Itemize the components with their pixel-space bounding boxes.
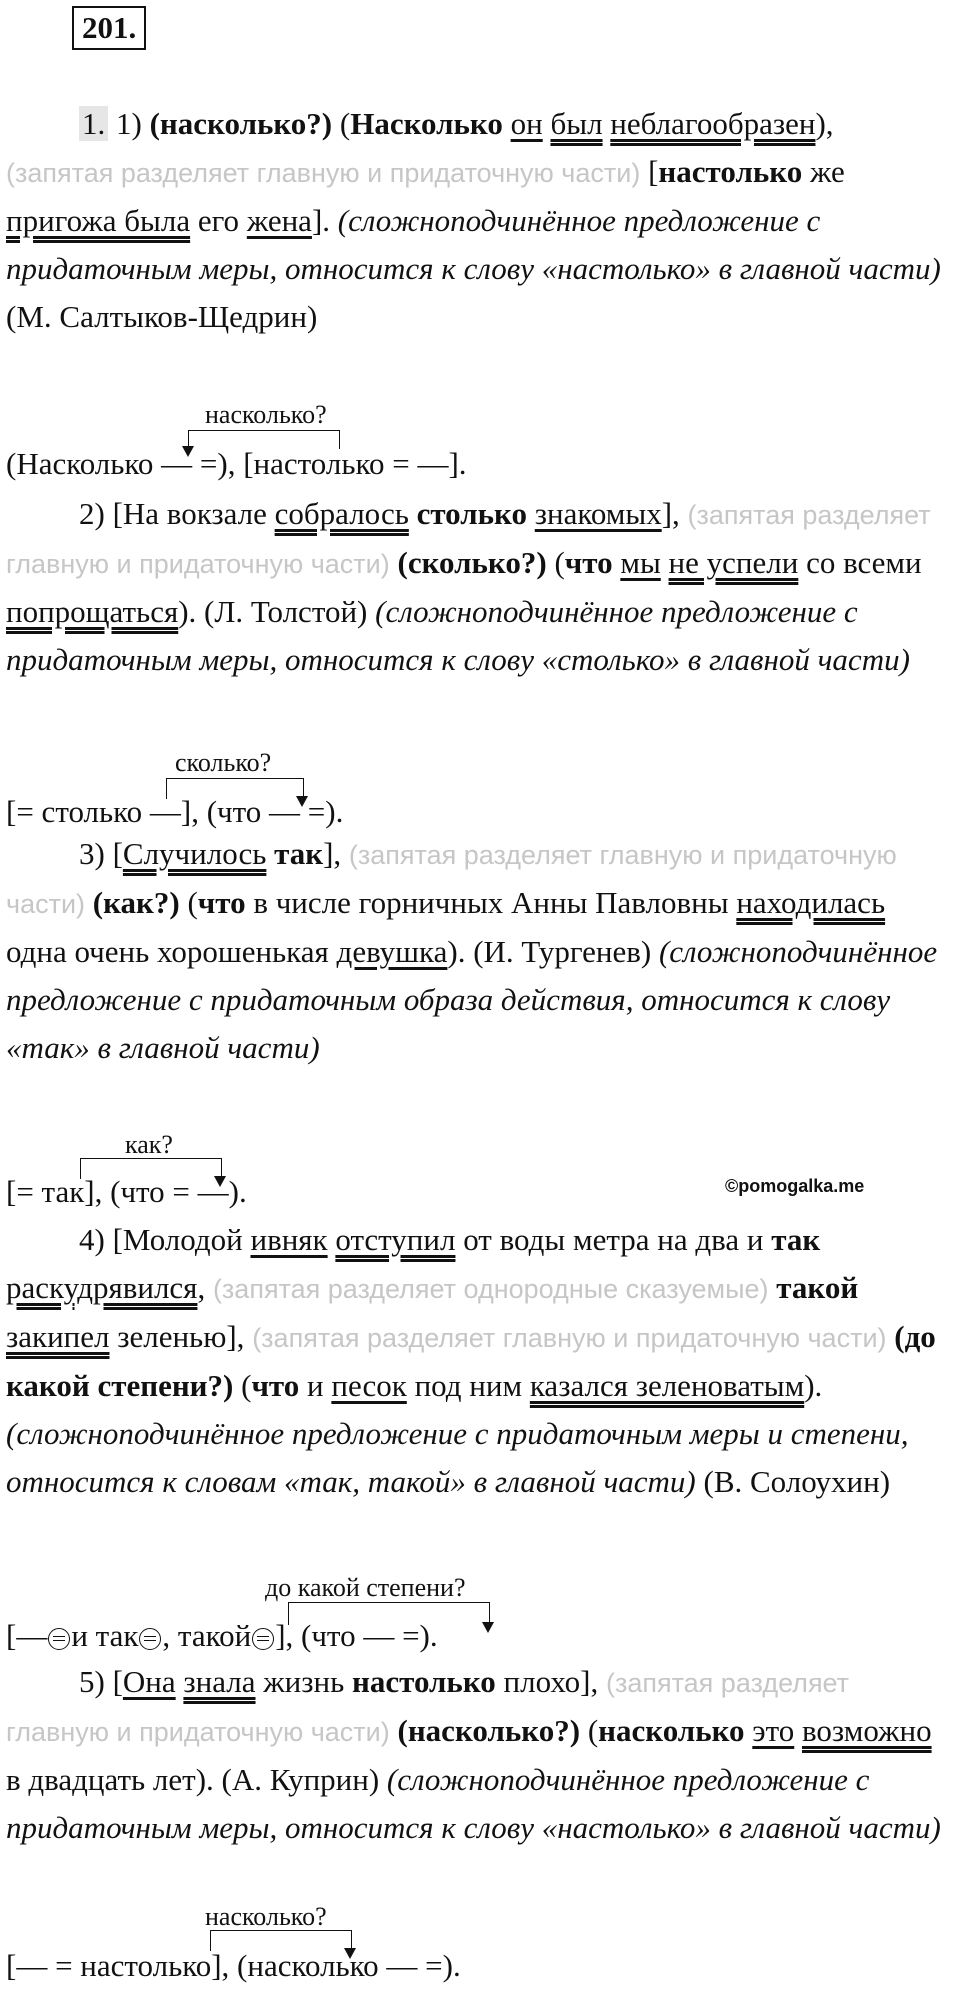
punctuation-note: (запятая разделяет главную и придаточную части) [252, 1323, 887, 1353]
predicate: отступил [335, 1222, 456, 1257]
predicate: казался зеленоватым [529, 1368, 805, 1403]
predicate: возможно [802, 1713, 932, 1748]
sentence-4: 4) [Молодой ивняк отступил от воды метра на два и так раскудрявился, (запятая разделяет однородные сказуемые) такой закипел зеленью], (запятая разделяет главную и придаточную части) (до какой степени?) (что и песок под ним казался зеленоватым). (сложноподчинённое предложение с придаточным меры и степени, относится к словам «так, такой» в главной части) (В. Солоухин) [6, 1222, 936, 1499]
homogeneous-predicate-icon [252, 1628, 274, 1650]
scheme-question: насколько? [205, 1902, 327, 1931]
predicate: закипел [6, 1319, 110, 1354]
author: (И. Тургенев) [473, 934, 652, 969]
predicate: не успели [668, 545, 799, 580]
predicate: был [550, 106, 603, 141]
scheme-question: как? [125, 1130, 173, 1159]
scheme-1: (Насколько — =), [настолько = —]. [6, 446, 467, 481]
question: (насколько?) [149, 106, 333, 141]
scheme-2: [= столько —], (что — =). [6, 794, 344, 829]
author: (А. Куприн) [221, 1762, 380, 1797]
punctuation-note: (запятая разделяет главную и придаточную части) [6, 500, 931, 579]
scheme-5: [— = настолько], (насколько — =). [6, 1948, 461, 1983]
punctuation-note: (запятая разделяет главную и придаточную части) [6, 1668, 850, 1747]
homogeneous-predicate-icon [48, 1628, 70, 1650]
comment: (сложноподчинённое предложение с придаточным образа действия, относится к слову «так» в главной части) [6, 934, 938, 1065]
subject: Она [122, 1664, 176, 1699]
subject: знакомых [534, 496, 662, 531]
sentence-1: 1. 1) (насколько?) (Насколько он был неблагообразен), (запятая разделяет главную и придаточную части) [настолько же пригожа была его жена]. (сложноподчинённое предложение с придаточным меры, относится к слову «настолько» в главной части) (М. Салтыков-Щедрин) [6, 106, 941, 334]
scheme-question: сколько? [175, 748, 272, 777]
predicate: попрощаться [6, 594, 179, 629]
comment: (сложноподчинённое предложение с придаточным меры и степени, относится к словам «так, такой» в главной части) [6, 1416, 909, 1499]
comment: (сложноподчинённое предложение с придаточным меры, относится к слову «настолько» в главной части) [6, 203, 941, 286]
predicate: собралось [274, 496, 409, 531]
punctuation-note: (запятая разделяет главную и придаточную части) [6, 840, 897, 919]
subject: это [752, 1713, 795, 1748]
sentence-5: 5) [Она знала жизнь настолько плохо], (запятая разделяет главную и придаточную части) (насколько?) (насколько это возможно в двадцать лет). (А. Куприн) (сложноподчинённое предложение с придаточным меры, относится к слову «настолько» в главной части) [6, 1664, 941, 1845]
question: (как?) [92, 885, 180, 920]
predicate: раскудрявился [6, 1270, 198, 1305]
predicate: пригожа была [6, 203, 191, 238]
scheme-3: [= так], (что = —). [6, 1174, 247, 1209]
punctuation-note: (запятая разделяет однородные сказуемые) [212, 1274, 769, 1304]
question: (насколько?) [397, 1713, 581, 1748]
watermark: ©pomogalka.me [725, 1176, 865, 1196]
subject: он [510, 106, 543, 141]
subject: девушка [336, 934, 448, 969]
predicate: знала [183, 1664, 256, 1699]
predicate: Случилось [122, 836, 267, 871]
scheme-4: [— и так , такой ], (что — =). [6, 1618, 438, 1653]
question: (до какой степени?) [6, 1319, 936, 1403]
comment: (сложноподчинённое предложение с придаточным меры, относится к слову «настолько» в главной части) [6, 1762, 941, 1845]
exercise-number: 201. [72, 6, 146, 50]
scheme-question: насколько? [205, 400, 327, 429]
comment: (сложноподчинённое предложение с придаточным меры, относится к слову «столько» в главной части) [6, 594, 910, 677]
section-label: 1. [79, 106, 108, 141]
sentence-2: 2) [На вокзале собралось столько знакомых], (запятая разделяет главную и придаточную части) (сколько?) (что мы не успели со всеми попрощаться). (Л. Толстой) (сложноподчинённое предложение с придаточным меры, относится к слову «столько» в главной части) [6, 496, 931, 677]
subject: ивняк [250, 1222, 328, 1257]
punctuation-note: (запятая разделяет главную и придаточную части) [6, 158, 641, 188]
subject: мы [620, 545, 661, 580]
author: (Л. Толстой) [204, 594, 368, 629]
author: (М. Салтыков-Щедрин) [6, 299, 318, 334]
subject: песок [331, 1368, 407, 1403]
question: (сколько?) [397, 545, 547, 580]
homogeneous-predicate-icon [139, 1628, 161, 1650]
author: (В. Солоухин) [703, 1464, 891, 1499]
predicate: неблагообразен [610, 106, 816, 141]
scheme-question: до какой степени? [265, 1573, 466, 1602]
sentence-3: 3) [Случилось так], (запятая разделяет главную и придаточную части) (как?) (что в числе горничных Анны Павловны находилась одна очень хорошенькая девушка). (И. Тургенев) (сложноподчинённое предложение с придаточным образа действия, относится к слову «так» в главной части) [6, 836, 938, 1065]
subject: жена [246, 203, 312, 238]
predicate: находилась [736, 885, 886, 920]
